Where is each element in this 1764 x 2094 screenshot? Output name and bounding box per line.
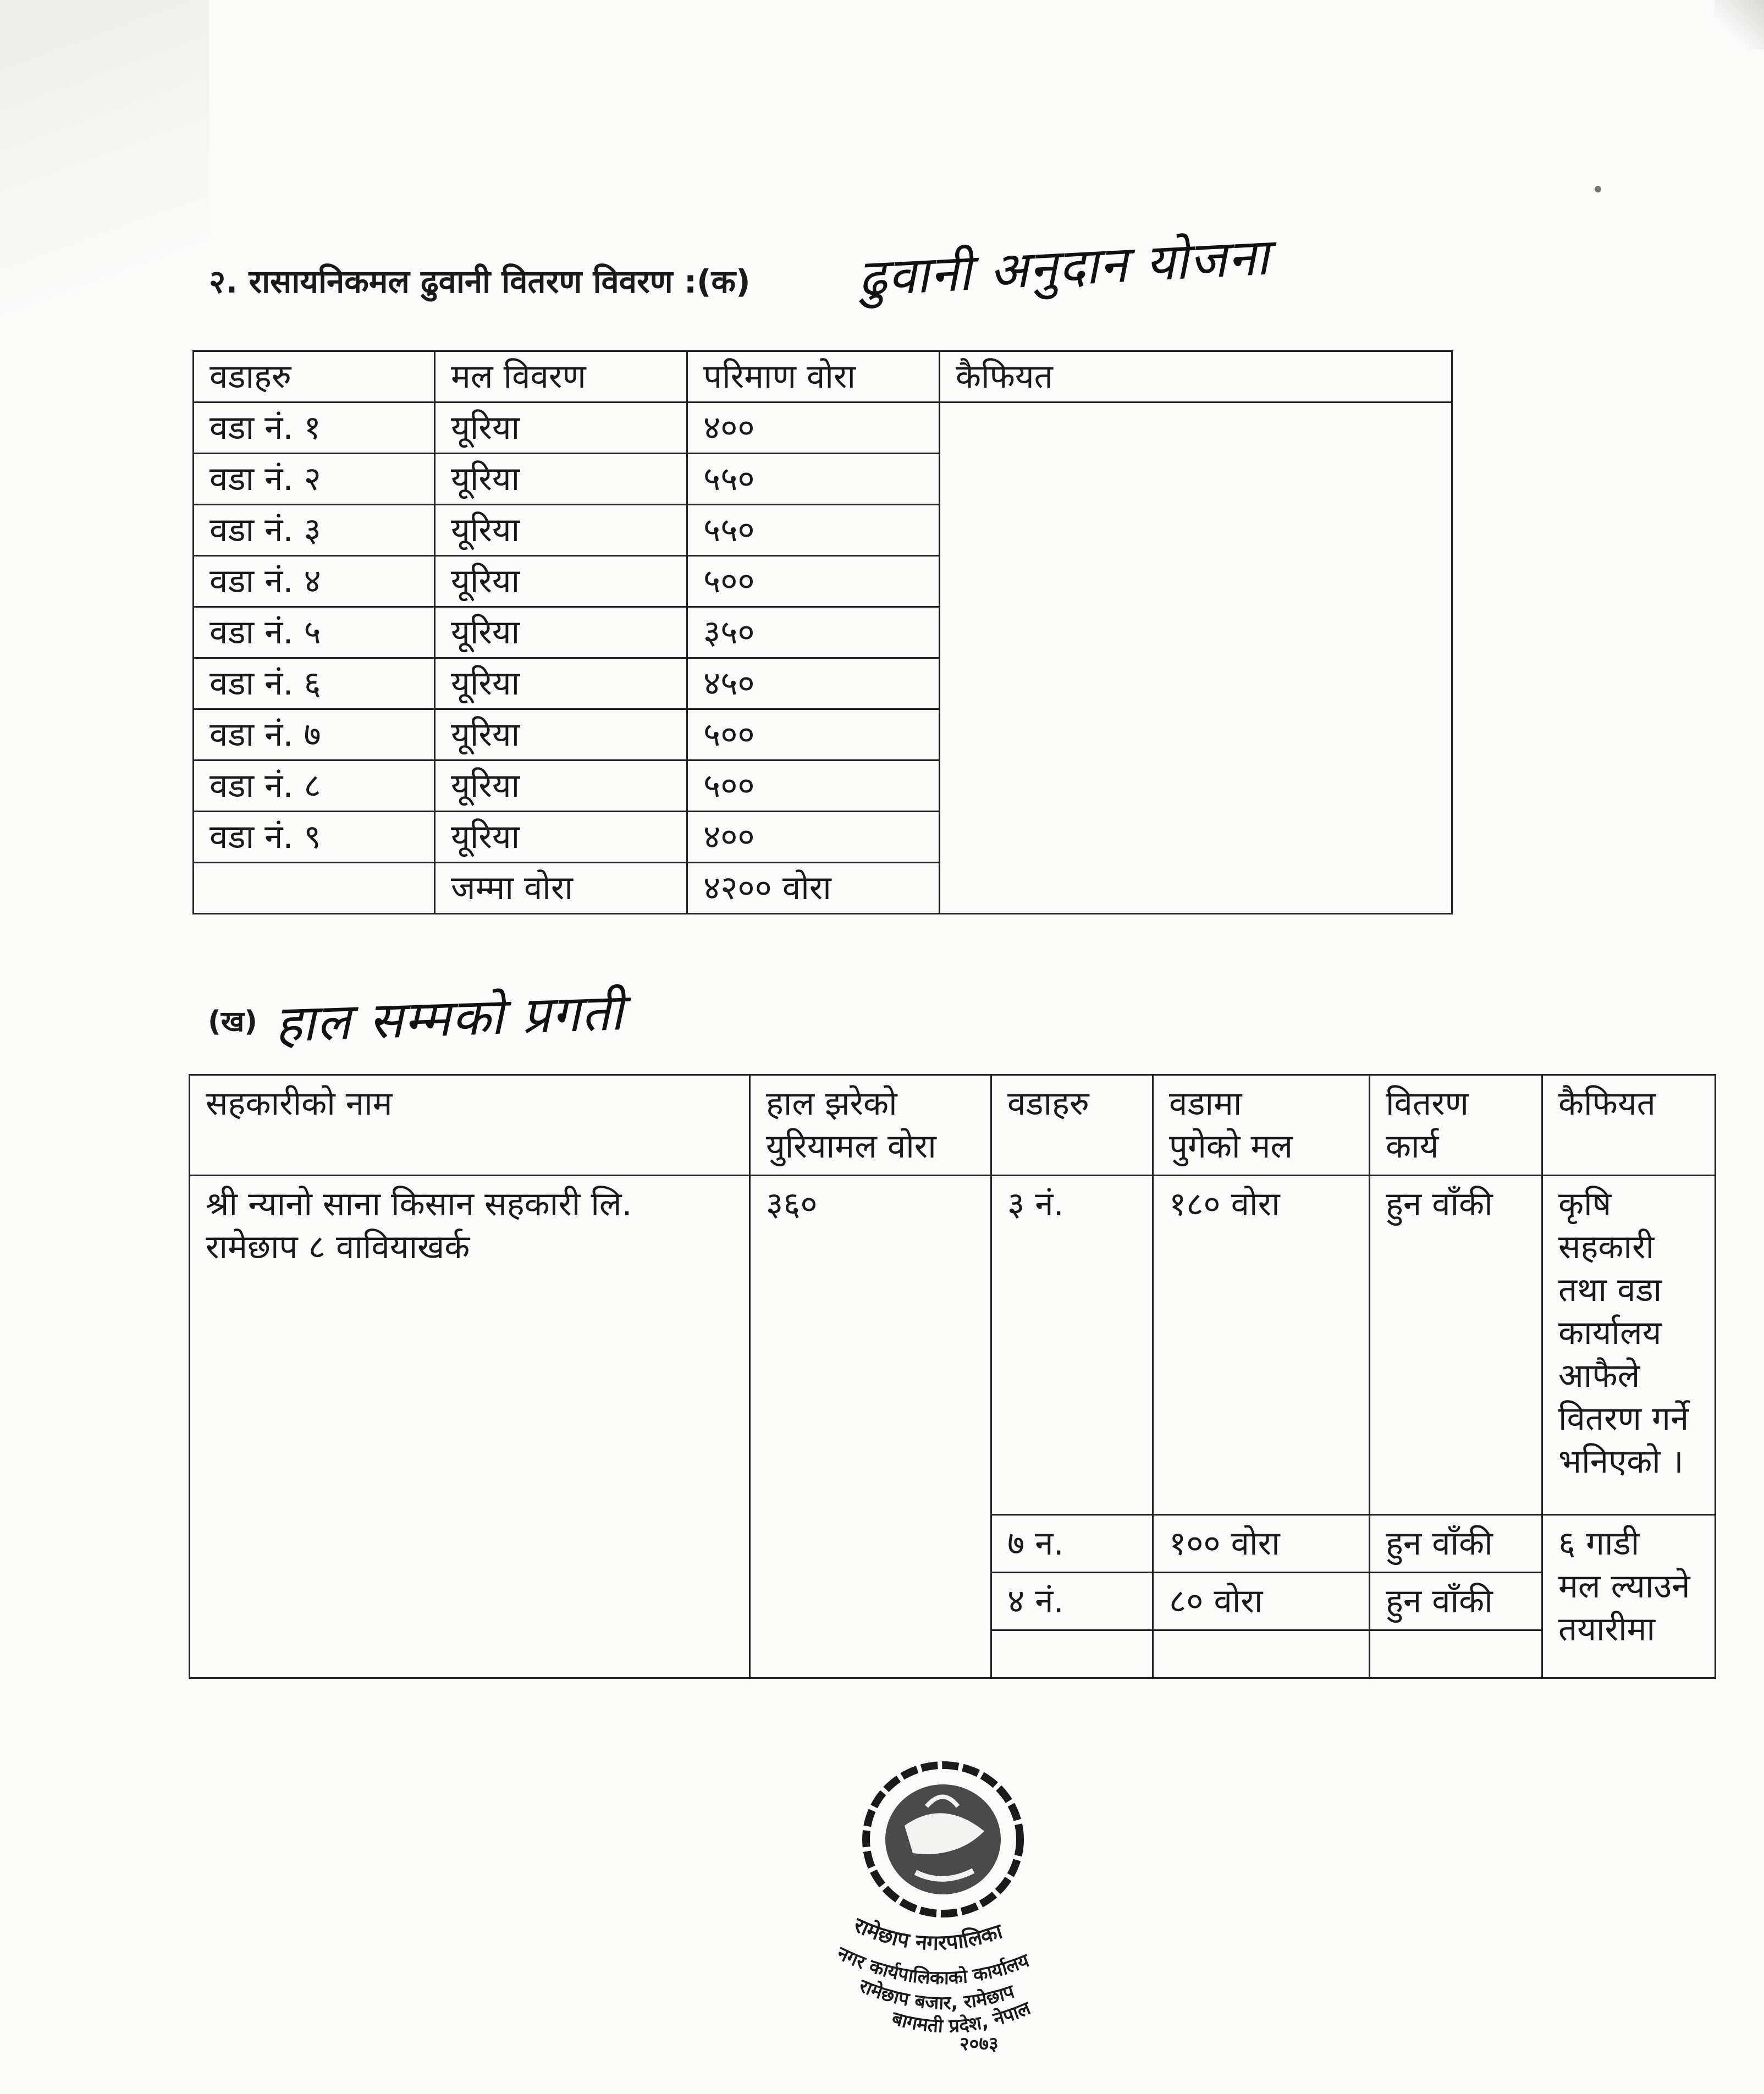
cooperative-name-line2: रामेछाप ८ वावियाखर्क bbox=[206, 1228, 470, 1266]
table-row bbox=[190, 1176, 1716, 1515]
ward-cell: वडा नं. २ bbox=[194, 454, 435, 505]
col-header-cooperative-text: सहकारीको नाम bbox=[206, 1084, 393, 1123]
reached-cell: १८० वोरा bbox=[1153, 1176, 1370, 1515]
fertilizer-cell: यूरिया bbox=[435, 556, 687, 607]
col-header-distribution-line2: कार्य bbox=[1386, 1127, 1439, 1166]
status-cell: हुन वाँकी bbox=[1370, 1573, 1542, 1630]
col-header-fertilizer: मल विवरण bbox=[435, 351, 687, 403]
progress-table bbox=[189, 1074, 1716, 1679]
section-a-heading: २. रासायनिकमल ढुवानी वितरण विवरण :(क) bbox=[209, 263, 751, 300]
reached-cell: ८० वोरा bbox=[1153, 1573, 1370, 1630]
ward-cell: वडा नं. ४ bbox=[194, 556, 435, 607]
distribution-table bbox=[192, 350, 1453, 914]
table-header-row bbox=[194, 351, 1452, 403]
ward-cell: वडा नं. ६ bbox=[194, 658, 435, 709]
paper-fold-shadow bbox=[0, 0, 209, 385]
remark-line: वितरण गर्ने bbox=[1558, 1399, 1689, 1438]
stamp-line-4: बागमती प्रदेश, नेपाल bbox=[889, 1997, 1034, 2037]
remark-line: भनिएको । bbox=[1558, 1442, 1684, 1481]
remark-line: तथा वडा bbox=[1558, 1271, 1662, 1309]
remark-line: आफैले bbox=[1558, 1357, 1640, 1395]
remarks-cell-1 bbox=[1542, 1176, 1716, 1515]
total-empty-cell bbox=[194, 863, 435, 914]
cooperative-name-line1: श्री न्यानो साना किसान सहकारी लि. bbox=[206, 1185, 632, 1224]
municipality-stamp bbox=[814, 1749, 1122, 2057]
quantity-cell: ५५० bbox=[687, 454, 940, 505]
ward-cell: वडा नं. ५ bbox=[194, 607, 435, 658]
remark-line: कृषि bbox=[1558, 1185, 1612, 1224]
stamp-line-3: रामेछाप बजार, रामेछाप bbox=[856, 1975, 1017, 2015]
col-header-wards bbox=[991, 1075, 1153, 1176]
table-row bbox=[194, 403, 1452, 454]
total-label: जम्मा वोरा bbox=[435, 863, 687, 914]
reached-cell: १०० वोरा bbox=[1153, 1515, 1370, 1573]
status-cell: हुन वाँकी bbox=[1370, 1515, 1542, 1573]
col-header-cooperative bbox=[190, 1075, 750, 1176]
fertilizer-cell: यूरिया bbox=[435, 454, 687, 505]
col-header-urea bbox=[750, 1075, 991, 1176]
fertilizer-cell: यूरिया bbox=[435, 709, 687, 761]
remark-line: तयारीमा bbox=[1558, 1610, 1656, 1649]
fertilizer-cell: यूरिया bbox=[435, 403, 687, 454]
empty-reached-cell bbox=[1153, 1630, 1370, 1678]
col-header-urea-line2: युरियामल वोरा bbox=[766, 1127, 936, 1166]
remark-line: ६ गाडी bbox=[1558, 1524, 1640, 1563]
ward-cell: ३ नं. bbox=[991, 1176, 1153, 1515]
fertilizer-cell: यूरिया bbox=[435, 607, 687, 658]
total-value: ४२०० वोरा bbox=[687, 863, 940, 914]
col-header-remarks-text: कैफियत bbox=[1558, 1084, 1656, 1123]
ward-cell: वडा नं. ८ bbox=[194, 761, 435, 812]
section-b-handwritten-title: हाल सम्मको प्रगती bbox=[274, 982, 625, 1054]
col-header-distribution bbox=[1370, 1075, 1542, 1176]
col-header-reached-line2: पुगेको मल bbox=[1169, 1127, 1293, 1166]
col-header-wards-text: वडाहरु bbox=[1007, 1084, 1089, 1123]
status-cell: हुन वाँकी bbox=[1370, 1176, 1542, 1515]
nepal-emblem-icon bbox=[866, 1765, 1020, 1914]
section-b-label: (ख) bbox=[208, 1005, 258, 1038]
quantity-cell: ४०० bbox=[687, 403, 940, 454]
remark-line: मल ल्याउने bbox=[1558, 1567, 1690, 1606]
remarks-cell-2 bbox=[1542, 1515, 1716, 1678]
col-header-reached-line1: वडामा bbox=[1169, 1084, 1242, 1123]
empty-status-cell bbox=[1370, 1630, 1542, 1678]
remark-line: कार्यालय bbox=[1558, 1314, 1662, 1352]
quantity-cell: ४०० bbox=[687, 812, 940, 863]
quantity-cell: ४५० bbox=[687, 658, 940, 709]
col-header-wards: वडाहरु bbox=[194, 351, 435, 403]
quantity-cell: ५०० bbox=[687, 761, 940, 812]
col-header-remarks bbox=[1542, 1075, 1716, 1176]
quantity-cell: ५५० bbox=[687, 505, 940, 556]
stamp-year: २०७३ bbox=[960, 2033, 999, 2055]
urea-total-cell: ३६० bbox=[750, 1176, 991, 1678]
col-header-reached bbox=[1153, 1075, 1370, 1176]
fertilizer-cell: यूरिया bbox=[435, 761, 687, 812]
table-header-row bbox=[190, 1075, 1716, 1176]
ward-cell: वडा नं. ७ bbox=[194, 709, 435, 761]
col-header-distribution-line1: वितरण bbox=[1386, 1084, 1469, 1123]
col-header-quantity: परिमाण वोरा bbox=[687, 351, 940, 403]
ward-cell: वडा नं. ९ bbox=[194, 812, 435, 863]
col-header-remarks: कैफियत bbox=[940, 351, 1452, 403]
paper-corner-shadow bbox=[1715, 0, 1764, 49]
quantity-cell: ५०० bbox=[687, 709, 940, 761]
ward-cell: वडा नं. १ bbox=[194, 403, 435, 454]
ward-cell: ७ न. bbox=[991, 1515, 1153, 1573]
section-a-handwritten-title: ढुवानी अनुदान योजना bbox=[856, 227, 1272, 308]
fertilizer-cell: यूरिया bbox=[435, 658, 687, 709]
cooperative-name-cell bbox=[190, 1176, 750, 1678]
empty-ward-cell bbox=[991, 1630, 1153, 1678]
stamp-line-1: रामेछाप नगरपालिका bbox=[850, 1913, 1006, 1955]
stamp-line-2: नगर कार्यपालिकाको कार्यालय bbox=[834, 1942, 1033, 1990]
ward-cell: वडा नं. ३ bbox=[194, 505, 435, 556]
quantity-cell: ५०० bbox=[687, 556, 940, 607]
fertilizer-cell: यूरिया bbox=[435, 505, 687, 556]
fertilizer-cell: यूरिया bbox=[435, 812, 687, 863]
col-header-urea-line1: हाल झरेको bbox=[766, 1084, 897, 1123]
quantity-cell: ३५० bbox=[687, 607, 940, 658]
svg-text:रामेछाप नगरपालिका bbox=[850, 1913, 1006, 1955]
speck bbox=[1595, 186, 1601, 192]
ward-cell: ४ नं. bbox=[991, 1573, 1153, 1630]
remark-line: सहकारी bbox=[1558, 1228, 1655, 1266]
remarks-cell bbox=[940, 403, 1452, 914]
